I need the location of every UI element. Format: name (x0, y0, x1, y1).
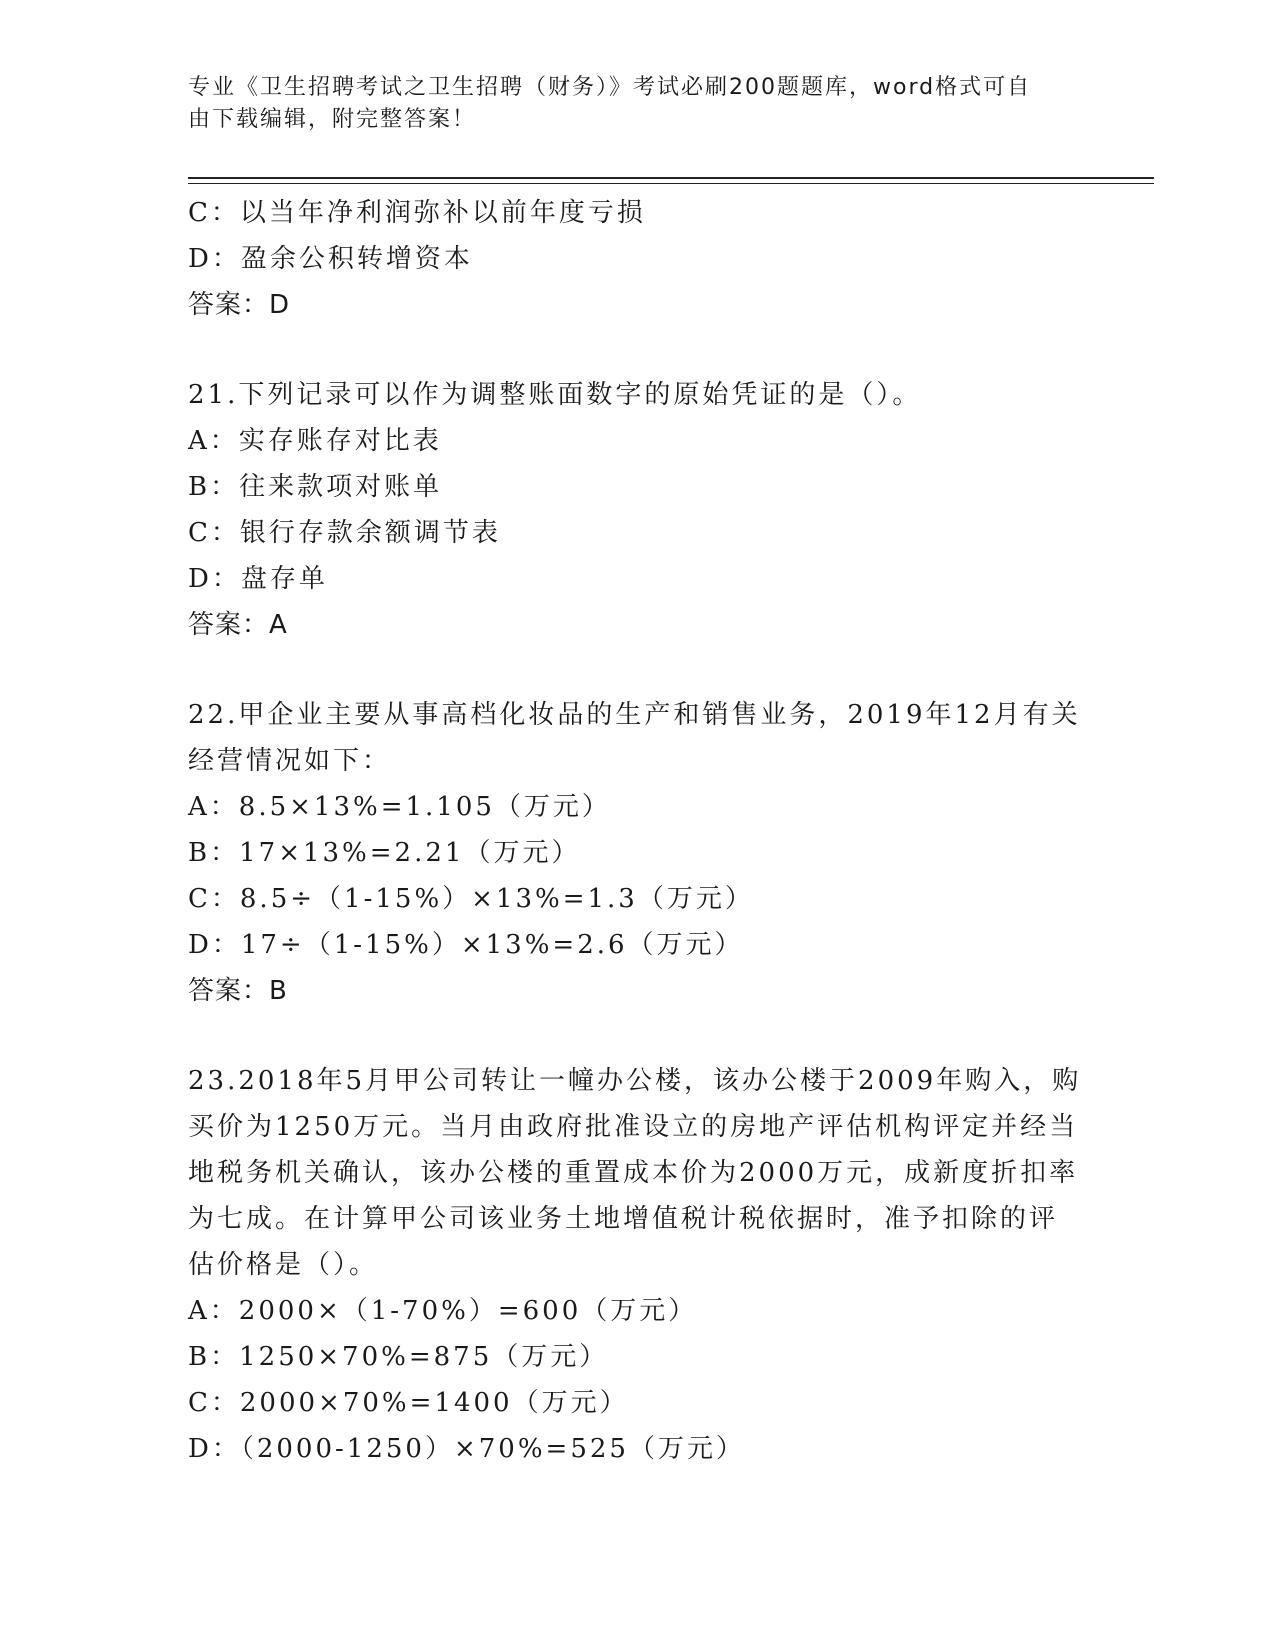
question-23 (188, 1058, 1088, 1472)
question-21 (188, 372, 1088, 648)
header-line-1: 专业《卫生招聘考试之卫生招聘（财务）》考试必刷200题题库，word格式可自 (188, 75, 1032, 100)
option-d: D：盘存单 (188, 564, 328, 594)
option-a: A：2000×（1-70%）=600（万元） (188, 1296, 698, 1326)
question-text-line-4: 为七成。在计算甲公司该业务土地增值税计税依据时，准予扣除的评 (188, 1204, 1059, 1234)
option-a: A：8.5×13%=1.105（万元） (188, 792, 611, 822)
question-text: 21.下列记录可以作为调整账面数字的原始凭证的是（）。 (188, 380, 922, 410)
answer: 答案：B (188, 976, 288, 1006)
header-divider-thin (188, 183, 1154, 184)
option-d: D：盈余公积转增资本 (188, 244, 473, 274)
answer: 答案：A (188, 610, 288, 640)
option-b: B：17×13%=2.21（万元） (188, 838, 581, 868)
option-c: C：8.5÷（1-15%）×13%=1.3（万元） (188, 884, 754, 914)
option-b: B：1250×70%=875（万元） (188, 1342, 609, 1372)
header-line-2: 由下载编辑，附完整答案！ (188, 107, 477, 132)
option-b: B：往来款项对账单 (188, 472, 443, 502)
question-text-line-1: 22.甲企业主要从事高档化妆品的生产和销售业务，2019年12月有关 (188, 700, 1081, 730)
question-22 (188, 692, 1088, 1014)
option-a: A：实存账存对比表 (188, 426, 442, 456)
spacer (188, 1014, 1088, 1058)
option-c: C：2000×70%=1400（万元） (188, 1388, 629, 1418)
document-header (188, 72, 1068, 136)
option-d: D：（2000-1250）×70%=525（万元） (188, 1434, 745, 1464)
question-20-tail (188, 190, 1088, 328)
answer: 答案：D (188, 290, 291, 320)
question-text-line-2: 经营情况如下： (188, 746, 392, 776)
question-text-line-3: 地税务机关确认，该办公楼的重置成本价为2000万元，成新度折扣率 (188, 1158, 1079, 1188)
question-text-line-1: 23.2018年5月甲公司转让一幢办公楼，该办公楼于2009年购入，购 (188, 1066, 1082, 1096)
question-text-line-5: 估价格是（）。 (188, 1250, 379, 1280)
option-c: C：以当年净利润弥补以前年度亏损 (188, 198, 646, 228)
spacer (188, 648, 1088, 692)
question-text-line-2: 买价为1250万元。当月由政府批准设立的房地产评估机构评定并经当 (188, 1112, 1079, 1142)
header-divider-thick (188, 177, 1154, 179)
option-c: C：银行存款余额调节表 (188, 518, 501, 548)
spacer (188, 328, 1088, 372)
question-list (188, 190, 1088, 1472)
option-d: D：17÷（1-15%）×13%=2.6（万元） (188, 930, 744, 960)
